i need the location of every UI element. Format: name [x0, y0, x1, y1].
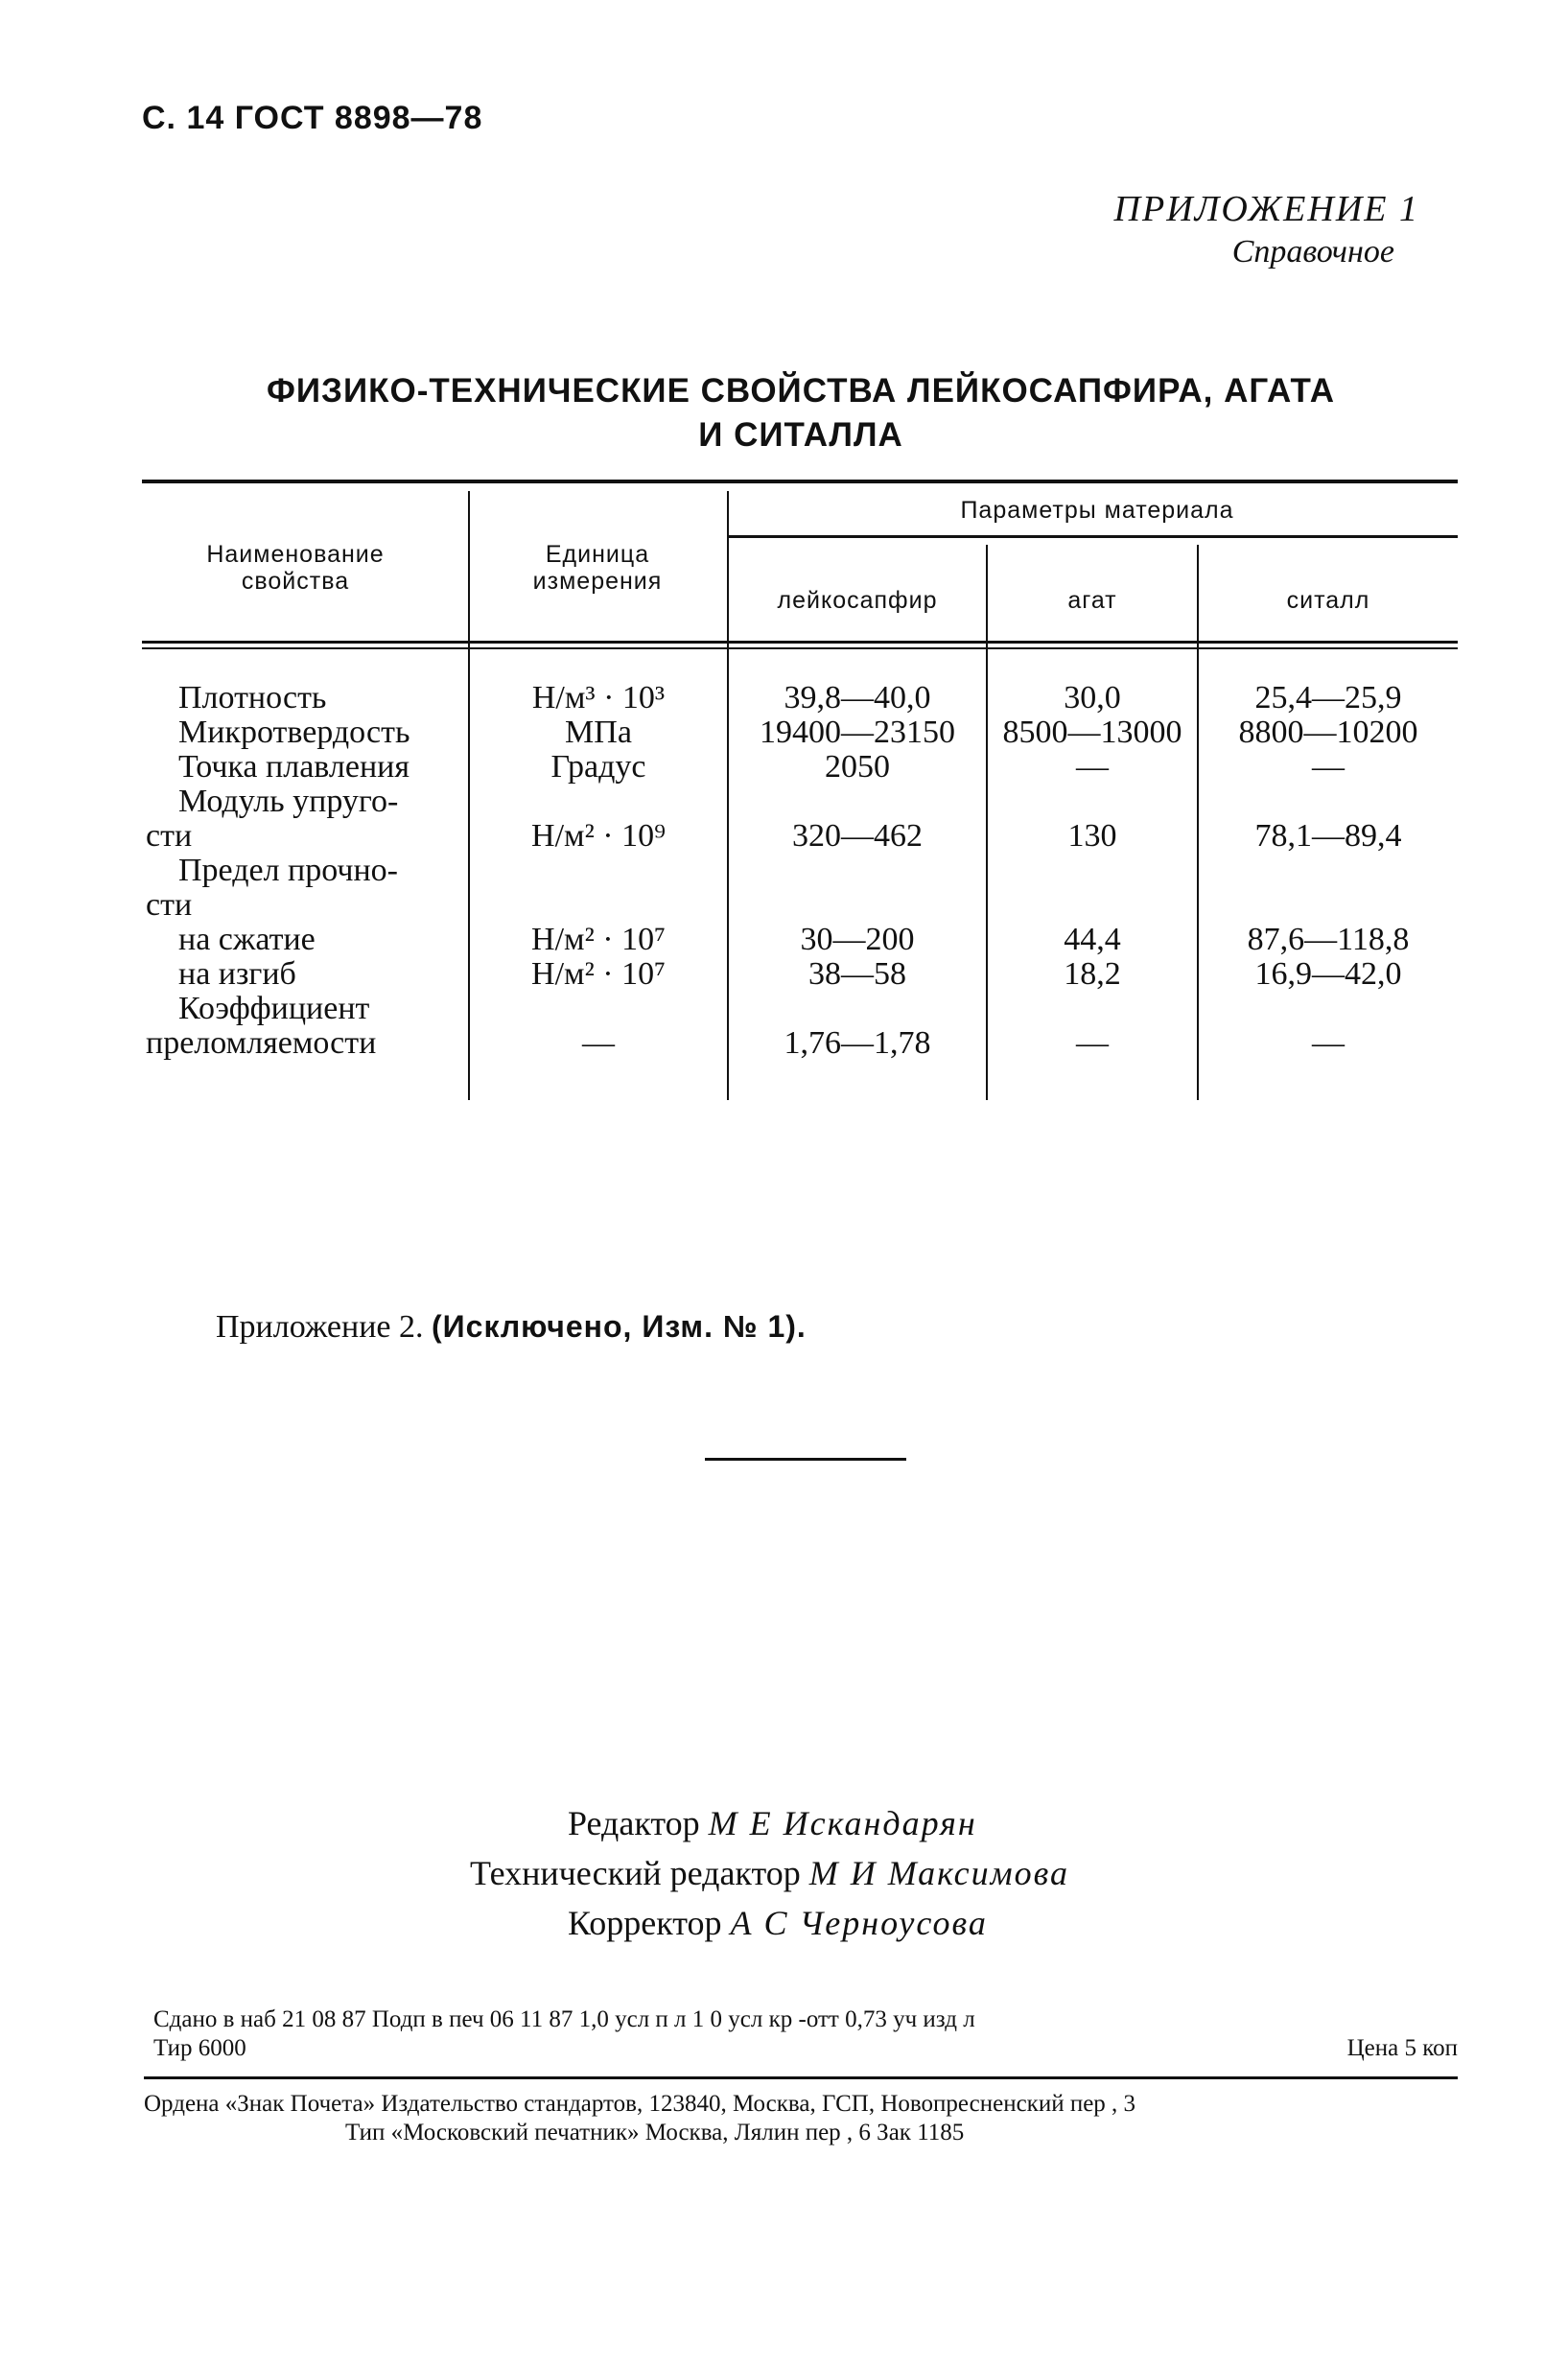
price: Цена 5 коп — [1346, 2035, 1458, 2061]
row-value-sitall: — — [1312, 1025, 1345, 1061]
row-name: Точка плавления — [178, 749, 410, 785]
tech-editor-credit — [470, 1853, 1069, 1893]
header-unit: Единица измерения — [532, 541, 663, 595]
row-value-agate: 130 — [1067, 818, 1117, 854]
row-name: Микротвердость — [178, 715, 410, 750]
row-value-agate: 30,0 — [1064, 680, 1121, 715]
corrector-credit — [568, 1903, 988, 1943]
row-name: Предел прочно- — [178, 853, 398, 888]
row-name: на сжатие — [178, 922, 316, 957]
row-value-leucosapphire: 38—58 — [808, 956, 906, 992]
row-value-sitall: 87,6—118,8 — [1247, 922, 1410, 957]
imprint-line-1: Сдано в наб 21 08 87 Подп в печ 06 11 87 1,0 усл п л 1 0 усл кр -отт 0,73 уч изд л — [153, 2006, 975, 2032]
appendix-subtitle: Справочное — [1231, 234, 1394, 270]
corrector-name: А С Черноусова — [730, 1904, 988, 1942]
row-unit: МПа — [565, 715, 632, 750]
header-bottom-rule — [142, 647, 1458, 649]
table-vrule — [468, 491, 470, 1100]
header-col-agate: агат — [1067, 587, 1117, 614]
document-title-line-1: ФИЗИКО-ТЕХНИЧЕСКИЕ СВОЙСТВА ЛЕЙКОСАПФИРА, АГАТА — [267, 372, 1335, 410]
header-col-leucosapphire: лейкосапфир — [777, 587, 938, 614]
row-unit: Градус — [550, 749, 646, 785]
imprint-line-2 — [153, 2035, 1458, 2062]
row-value-sitall: 8800—10200 — [1238, 715, 1418, 750]
corrector-role: Корректор — [568, 1904, 722, 1942]
editor-role: Редактор — [568, 1804, 700, 1842]
header-group: Параметры материала — [960, 497, 1234, 524]
tech-editor-role: Технический редактор — [470, 1854, 801, 1892]
row-name: Модуль упруго- — [178, 784, 399, 819]
document-title-line-2: И СИТАЛЛА — [698, 416, 903, 454]
row-unit: Н/м² · 10⁷ — [531, 956, 666, 992]
row-name-cont: сти — [146, 818, 193, 854]
row-value-agate: — — [1076, 1025, 1109, 1061]
appendix-title: ПРИЛОЖЕНИЕ 1 — [1113, 189, 1419, 229]
imprint-line-3: Ордена «Знак Почета» Издательство стандартов, 123840, Москва, ГСП, Новопресненский пер , 3 — [144, 2091, 1136, 2117]
note-prefix: Приложение 2. — [216, 1309, 424, 1345]
table-top-rule — [142, 480, 1458, 483]
row-value-leucosapphire: 1,76—1,78 — [784, 1025, 931, 1061]
note-bold: (Исключено, Изм. № 1). — [431, 1309, 807, 1344]
row-value-sitall: 25,4—25,9 — [1254, 680, 1402, 715]
group-header-rule — [727, 535, 1458, 538]
properties-table — [142, 480, 1458, 1108]
row-name: на изгиб — [178, 956, 296, 992]
appendix-2-note — [216, 1309, 807, 1346]
row-value-agate: 8500—13000 — [1002, 715, 1182, 750]
page-header: С. 14 ГОСТ 8898—78 — [142, 100, 483, 136]
print-run: Тир 6000 — [153, 2035, 246, 2061]
row-name-cont: преломляемости — [146, 1025, 377, 1061]
row-unit: Н/м² · 10⁹ — [531, 818, 666, 854]
row-value-sitall: — — [1312, 749, 1345, 785]
appendix-block — [1114, 188, 1419, 270]
row-value-leucosapphire: 39,8—40,0 — [784, 680, 931, 715]
row-value-leucosapphire: 2050 — [825, 749, 890, 785]
editor-name: М Е Искандарян — [708, 1804, 977, 1842]
table-vrule — [727, 491, 729, 1100]
row-value-agate: 44,4 — [1064, 922, 1121, 957]
row-name-cont: сти — [146, 887, 193, 923]
section-divider — [705, 1458, 906, 1461]
row-value-leucosapphire: 30—200 — [800, 922, 915, 957]
row-value-leucosapphire: 320—462 — [792, 818, 923, 854]
row-value-agate: 18,2 — [1064, 956, 1121, 992]
row-unit: Н/м² · 10⁷ — [531, 922, 666, 957]
row-name: Плотность — [178, 680, 327, 715]
row-value-sitall: 78,1—89,4 — [1254, 818, 1402, 854]
tech-editor-name: М И Максимова — [808, 1854, 1069, 1892]
row-value-leucosapphire: 19400—23150 — [760, 715, 955, 750]
header-name: Наименование свойства — [206, 541, 385, 595]
document-title — [144, 369, 1458, 457]
row-name: Коэффициент — [178, 991, 370, 1026]
imprint-line-4: Тип «Московский печатник» Москва, Лялин пер , 6 Зак 1185 — [345, 2120, 965, 2145]
row-value-agate: — — [1076, 749, 1109, 785]
row-value-sitall: 16,9—42,0 — [1254, 956, 1402, 992]
imprint-rule — [144, 2076, 1458, 2079]
row-unit: Н/м³ · 10³ — [531, 680, 666, 715]
editor-credit — [568, 1803, 977, 1843]
header-bottom-rule — [142, 641, 1458, 644]
row-unit: — — [582, 1025, 615, 1061]
header-col-sitall: ситалл — [1286, 587, 1370, 614]
